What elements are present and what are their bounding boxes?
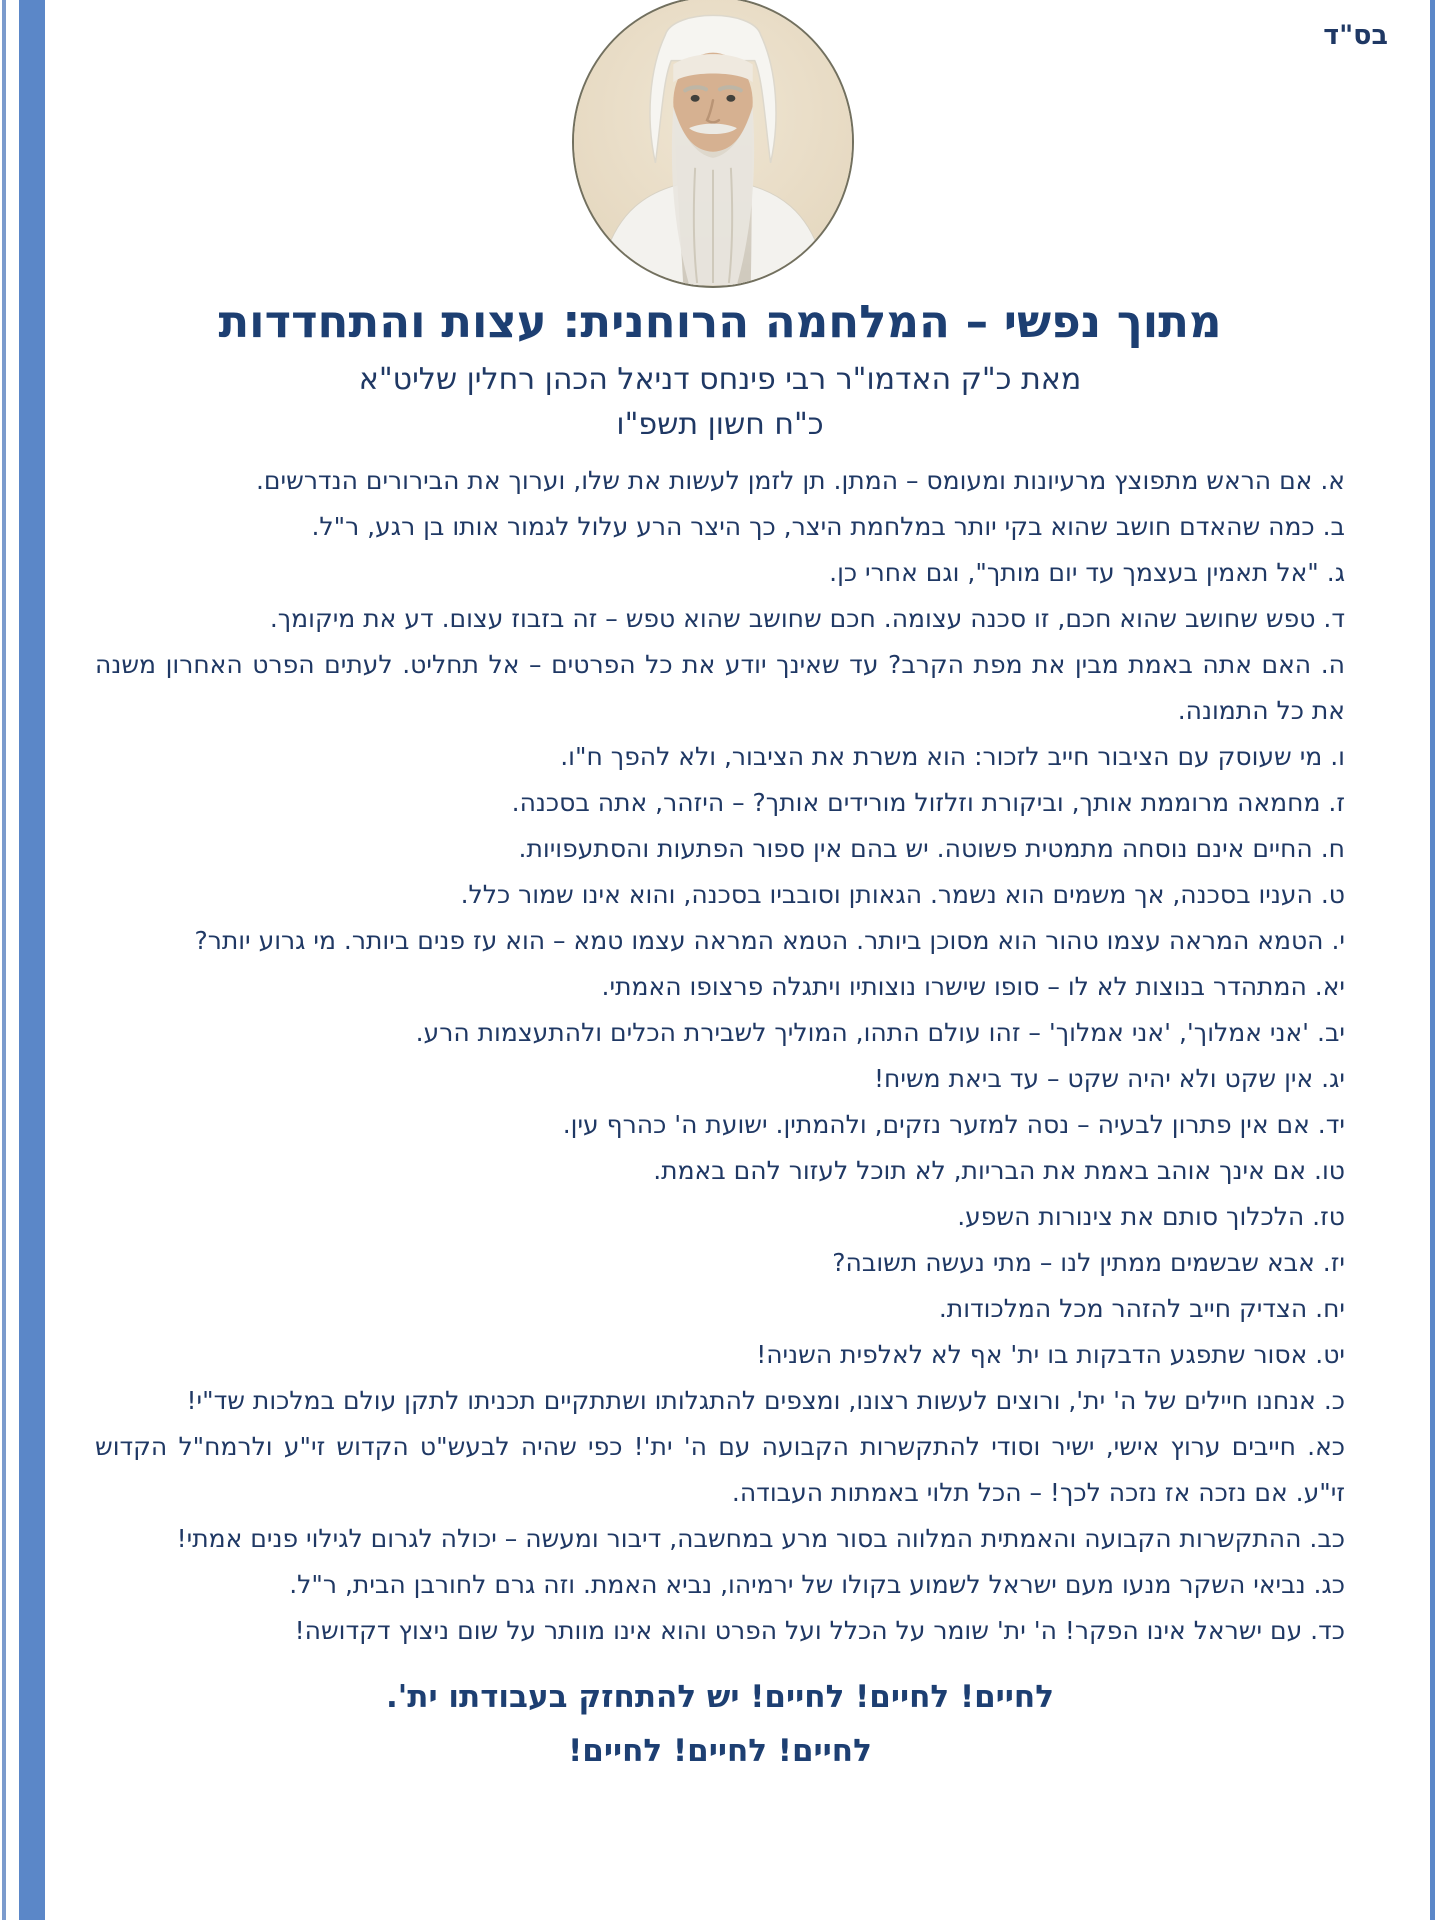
list-item: ז. מחמאה מרוממת אותך, וביקורת וזלזול מורידים אותך? – היזהר, אתה בסכנה.: [511, 788, 1345, 818]
hebrew-date: כ"ח חשון תשפ"ו: [616, 407, 824, 443]
list-item: כד. עם ישראל אינו הפקר! ה' ית' שומר על הכלל ועל הפרט והוא אינו מוותר על שום ניצוץ דקדושה!: [294, 1616, 1345, 1646]
left-border-thin-rule: [2, 0, 6, 1920]
list-item: א. אם הראש מתפוצץ מרעיונות ומעומס – המתן. תן לזמן לעשות את שלו, וערוך את הבירורים הנדרשים.: [255, 466, 1345, 496]
list-item: כ. אנחנו חיילים של ה' ית', ורוצים לעשות רצונו, ומצפים להתגלותו ושתתקיים תכניתו לתקן עולם במלכות שד"י!: [186, 1386, 1345, 1416]
document-content: [95, 0, 1345, 1778]
left-border-thick-rule: [19, 0, 45, 1920]
list-item: י. הטמא המראה עצמו טהור הוא מסוכן ביותר. הטמא המראה עצמו טמא – הוא עז פנים ביותר. מי גרוע יותר?: [194, 926, 1345, 956]
list-item: כג. נביאי השקר מנעו מעם ישראל לשמוע בקולו של ירמיהו, נביא האמת. וזה גרם לחורבן הבית, ר"ל.: [289, 1570, 1345, 1600]
list-item: ח. החיים אינם נוסחה מתמטית פשוטה. יש בהם אין ספור הפתעות והסתעפויות.: [518, 834, 1345, 864]
byline: מאת כ"ק האדמו"ר רבי פינחס דניאל הכהן רחלין שליט"א: [358, 362, 1082, 398]
list-item: כא. חייבים ערוץ אישי, ישיר וסודי להתקשרות הקבועה עם ה' ית'! כפי שהיה לבעש"ט הקדוש זי"ע ולרמח"ל הקדוש זי"ע. אם נזכה אז נזכה לכך! – הכל תלוי באמתות העבודה.: [95, 1432, 1345, 1508]
list-item: ג. "אל תאמין בעצמך עד יום מותך", וגם אחרי כן.: [829, 558, 1345, 588]
list-item: טז. הלכלוך סותם את צינורות השפע.: [957, 1202, 1345, 1232]
list-item: ב. כמה שהאדם חושב שהוא בקי יותר במלחמת היצר, כך היצר הרע עלול לגמור אותו בן רגע, ר"ל.: [311, 512, 1345, 542]
besd-header-text: בס"ד: [1323, 20, 1388, 51]
list-item: יט. אסור שתפגע הדבקות בו ית' אף לא לאלפית השניה!: [756, 1340, 1345, 1370]
list-item: יג. אין שקט ולא יהיה שקט – עד ביאת משיח!: [874, 1064, 1345, 1094]
list-item: כב. ההתקשרות הקבועה והאמתית המלווה בסור מרע במחשבה, דיבור ומעשה – יכולה לגרום לגילוי פנים אמתי!: [176, 1524, 1345, 1554]
closing-blessing: [95, 1670, 1345, 1778]
list-item: ו. מי שעוסק עם הציבור חייב לזכור: הוא משרת את הציבור, ולא להפך ח"ו.: [560, 742, 1345, 772]
list-item: ה. האם אתה באמת מבין את מפת הקרב? עד שאינך יודע את כל הפרטים – אל תחליט. לעתים הפרט האחרון משנה את כל התמונה.: [95, 650, 1345, 726]
page-title: מתוך נפשי – המלחמה הרוחנית: עצות והתחדדות: [218, 295, 1222, 348]
list-item: טו. אם אינך אוהב באמת את הבריות, לא תוכל לעזור להם באמת.: [653, 1156, 1345, 1186]
list-item: יד. אם אין פתרון לבעיה – נסה למזער נזקים, ולהמתין. ישועת ה' כהרף עין.: [562, 1110, 1345, 1140]
footer-line-1: לחיים! לחיים! לחיים! יש להתחזק בעבודתו ית'.: [386, 1679, 1054, 1716]
footer-line-2: לחיים! לחיים! לחיים!: [568, 1733, 872, 1770]
list-item: יח. הצדיק חייב להזהר מכל המלכודות.: [938, 1294, 1345, 1324]
advice-list: [95, 458, 1345, 1654]
list-item: יב. 'אני אמלוך', 'אני אמלוך' – זהו עולם התהו, המוליך לשבירת הכלים ולהתעצמות הרע.: [415, 1018, 1345, 1048]
list-item: ט. העניו בסכנה, אך משמים הוא נשמר. הגאותן וסובביו בסכנה, והוא אינו שמור כלל.: [460, 880, 1345, 910]
list-item: ד. טפש שחושב שהוא חכם, זו סכנה עצומה. חכם שחושב שהוא טפש – זה בזבוז עצום. דע את מיקומך.: [269, 604, 1345, 634]
list-item: יז. אבא שבשמים ממתין לנו – מתי נעשה תשובה?: [832, 1248, 1345, 1278]
right-border-rule: [1430, 0, 1435, 1920]
list-item: יא. המתהדר בנוצות לא לו – סופו שישרו נוצותיו ויתגלה פרצופו האמתי.: [601, 972, 1345, 1002]
